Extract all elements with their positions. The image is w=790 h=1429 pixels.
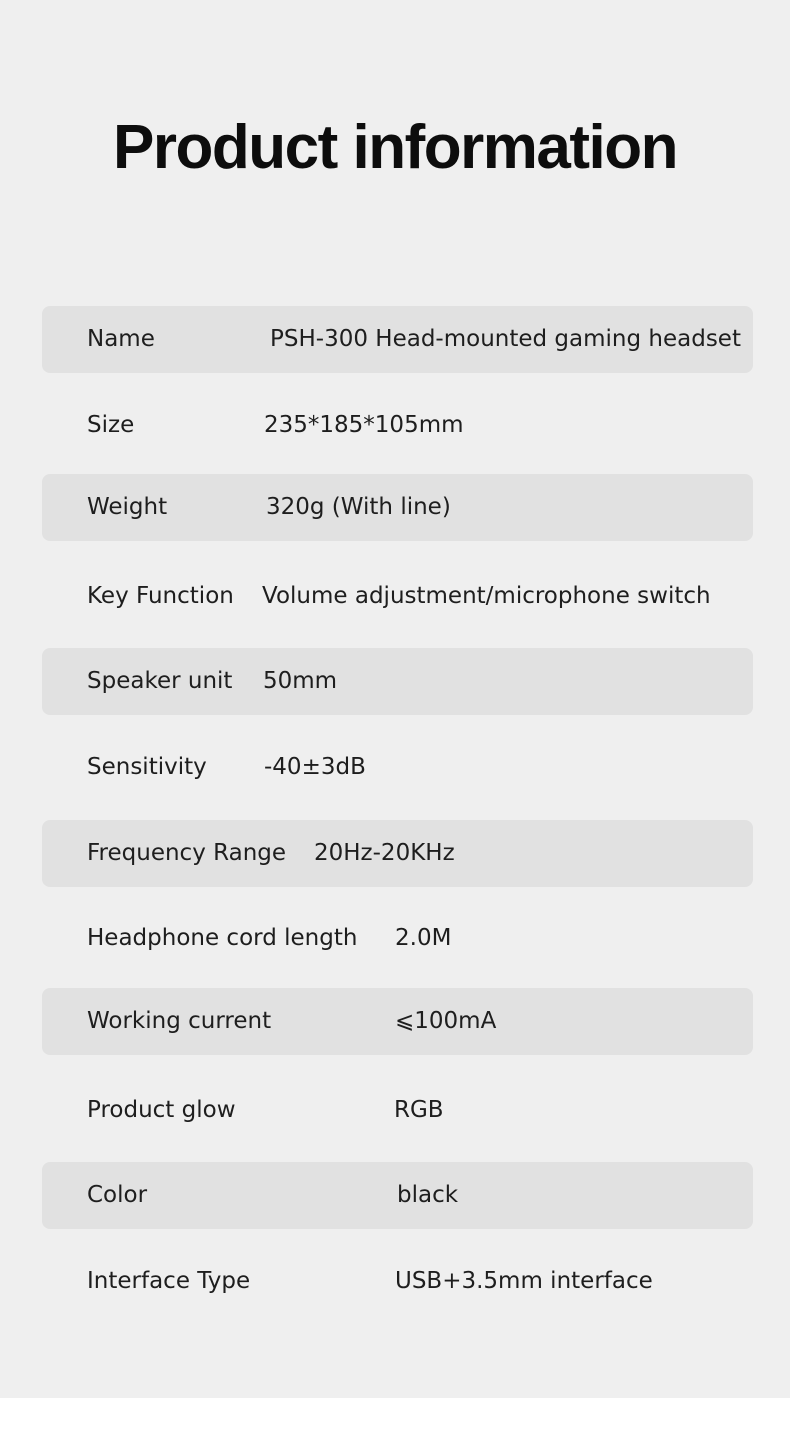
- page-title: Product information: [113, 113, 677, 182]
- spec-label: Headphone cord length: [87, 925, 358, 951]
- spec-value: Volume adjustment/microphone switch: [262, 583, 711, 609]
- spec-value: 20Hz-20KHz: [314, 840, 455, 866]
- spec-label: Size: [87, 412, 135, 438]
- spec-label: Interface Type: [87, 1268, 251, 1294]
- spec-row-sensitivity: [42, 734, 753, 801]
- spec-value: USB+3.5mm interface: [395, 1268, 653, 1294]
- spec-label: Frequency Range: [87, 840, 287, 866]
- spec-row-working-current: [42, 988, 753, 1055]
- spec-row-frequency-range: [42, 820, 753, 887]
- spec-row-interface-type: [42, 1248, 753, 1315]
- spec-value: black: [397, 1182, 459, 1208]
- spec-label: Name: [87, 326, 155, 352]
- spec-label: Product glow: [87, 1097, 236, 1123]
- spec-row-color: [42, 1162, 753, 1229]
- spec-row-key-function: [42, 563, 753, 630]
- spec-row-name: [42, 306, 753, 373]
- spec-label: Speaker unit: [87, 668, 233, 694]
- spec-row-speaker-unit: [42, 648, 753, 715]
- spec-label: Color: [87, 1182, 148, 1208]
- spec-label: Weight: [87, 494, 168, 520]
- spec-label: Key Function: [87, 583, 234, 609]
- spec-value: -40±3dB: [264, 754, 366, 780]
- spec-row-size: [42, 392, 753, 459]
- spec-value: RGB: [394, 1097, 444, 1123]
- spec-row-cord-length: [42, 905, 753, 972]
- spec-value: 320g (With line): [266, 494, 451, 520]
- spec-value: 2.0M: [395, 925, 452, 951]
- spec-row-weight: [42, 474, 753, 541]
- spec-label: Sensitivity: [87, 754, 207, 780]
- spec-value: PSH-300 Head-mounted gaming headset: [270, 326, 741, 352]
- spec-label: Working current: [87, 1008, 272, 1034]
- spec-value: 50mm: [263, 668, 338, 694]
- spec-value: ⩽100mA: [395, 1008, 497, 1034]
- spec-row-product-glow: [42, 1077, 753, 1144]
- spec-value: 235*185*105mm: [264, 412, 464, 438]
